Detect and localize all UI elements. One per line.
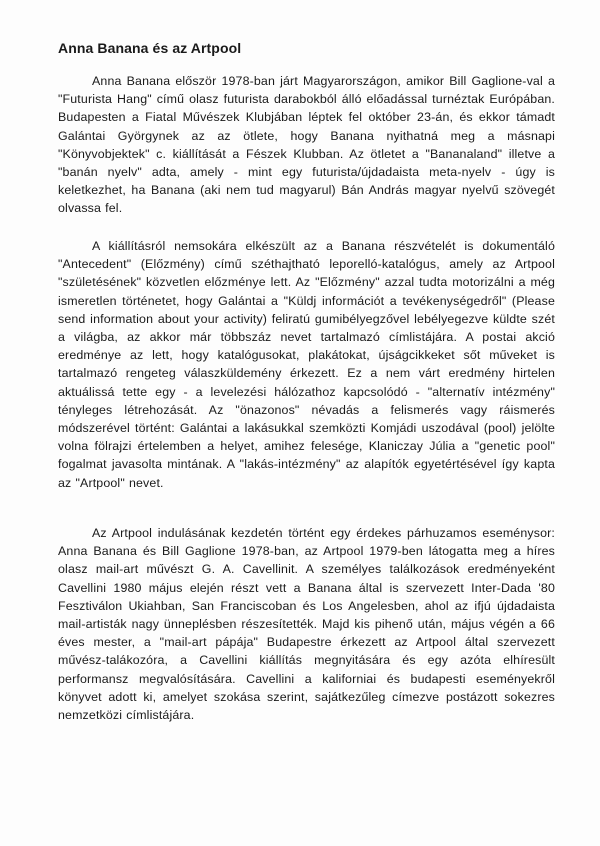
document-title: Anna Banana és az Artpool — [58, 40, 242, 56]
paragraph-2: A kiállításról nemsokára elkészült az a Banana részvételét is dokumentáló "Antecedent" (Előzmény) című széthajtható leporelló-katalógus, amely az Artpool "születésének" közvetlen előzménye lett. Az "Előzmény" azzal tudta motorizálni a még ismeretlen történetet, hogy Galántai a "Küldj információt a tevékenységedről" (Please send information about your activity) feliratú gumibélyegzővel lebélyegezve küldte szét a világba, az akkor már többszáz nevet tartalmazó címlistájára. A postai akció eredménye az lett, hogy katalógusokat, plakátokat, újságcikkeket sőt műveket is tartalmazó rengeteg válaszküldemény érkezett. Ez a nem várt eredmény hirtelen aktuálissá tette egy - a levelezési hálózathoz kapcsolódó - "alternatív intézmény" tényleges létrehozását. Az "önazonos" névadás a felismerés vagy ráismerés módszerével történt: Galántai a lakásukkal szemközti Komjádi uszodával (pool) jelölte volna fölrajzi értelemben a helyet, amihez felesége, Klaniczay Júlia a "genetic pool" fogalmat javasolta mintának. A "lakás-intézmény" az alapítók egyetértésével így kapta az "Artpool" nevet. — [58, 239, 555, 490]
paragraph-3: Az Artpool indulásának kezdetén történt egy érdekes párhuzamos eseménysor: Anna Banana és Bill Gaglione 1978-ban, az Artpool 1979-ben látogatta meg a híres olasz mail-art művészt G. A. Cavellinit. A személyes találkozások eredményeként Cavellini 1980 május elején részt vett a Banana által is szervezett Inter-Dada '80 Fesztiválon Ukiahban, San Franciscoban és Los Angelesben, ahol az ifjú újdadaista mail-artisták nagy ünneplésben részesítették. Majd kis pihenő után, május végén a 66 éves mester, a "mail-art pápája" Budapestre érkezett az Artpool által szervezett művész-talákozóra, a Cavellini kiállítás megnyitására és egy azóta elhíresült performansz megvalósítására. Cavellini a kaliforniai és budapesti eseményekről könyvet adott ki, amelyet szokása szerint, sajátkezűleg címezve postázott sokezres nemzetközi címlistájára. — [58, 526, 555, 723]
paragraph-1: Anna Banana először 1978-ban járt Magyarországon, amikor Bill Gaglione-val a "Futurista Hang" című olasz futurista darabokból álló előadással turnéztak Európában. Budapesten a Fiatal Művészek Klubjában léptek fel október 23-án, és ekkor támadt Galántai Györgynek az az ötlete, hogy Banana nyithatná meg a másnapi "Könyvobjektek" c. kiállítását a Fészek Klubban. Az ötletet a "Bananaland" illetve a "banán nyelv" adta, amely - mint egy futurista/újdadaista meta-nyelv - úgy is keletkezhet, ha Banana (aki nem tud magyarul) Bán András magyar nyelvű szövegét olvassa fel. — [58, 74, 555, 216]
